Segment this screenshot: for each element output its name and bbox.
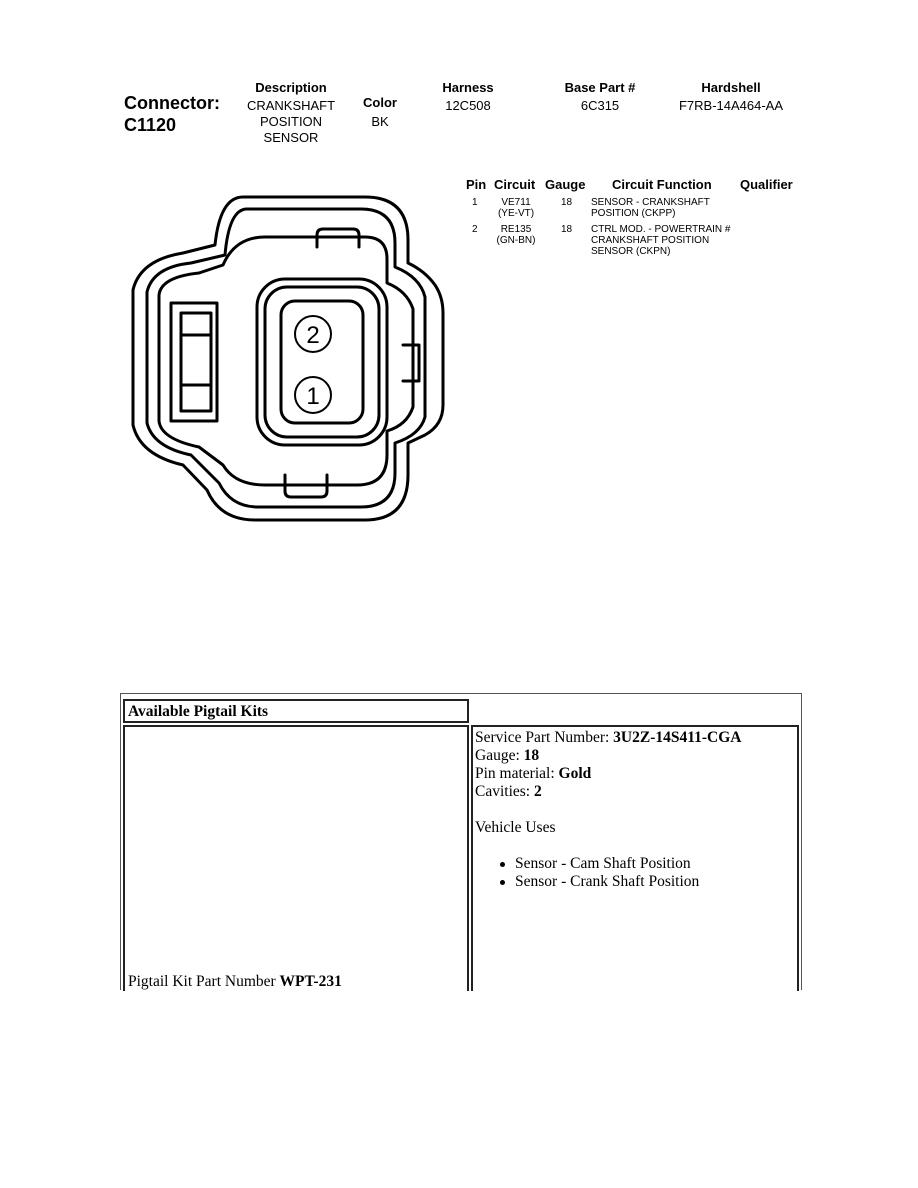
bullet-icon <box>500 862 505 867</box>
description-line: CRANKSHAFT <box>246 98 336 113</box>
description-line: SENSOR <box>263 130 319 145</box>
harness-value: 12C508 <box>445 98 491 113</box>
function-cell <box>591 197 710 219</box>
cavities-label: Cavities: <box>475 783 534 800</box>
pin-number: 2 <box>472 224 478 235</box>
color-value: BK <box>371 114 389 129</box>
function-line: CTRL MOD. - POWERTRAIN # <box>591 224 731 235</box>
description-line: POSITION <box>259 114 323 129</box>
function-line: POSITION (CKPP) <box>591 208 676 219</box>
pigtail-details <box>475 729 742 891</box>
bullet-icon <box>500 880 505 885</box>
gauge-value: 18 <box>523 747 540 764</box>
connector-face-diagram <box>125 185 460 530</box>
service-part-label: Service Part Number: <box>475 729 614 746</box>
pin-material-line <box>475 765 742 783</box>
cavities-value: 2 <box>533 783 542 800</box>
pin-1-label: 1 <box>306 383 320 410</box>
pin-header: Pin <box>466 177 487 192</box>
qualifier-header: Qualifier <box>740 177 793 192</box>
housing-inner <box>147 209 425 507</box>
function-cell <box>591 224 730 257</box>
base-part-header: Base Part # <box>564 80 636 95</box>
vehicle-uses-list <box>515 855 742 891</box>
pigtail-image-cell <box>123 725 469 991</box>
hardshell-value: F7RB-14A464-AA <box>678 98 784 113</box>
base-part-value: 6C315 <box>580 98 620 113</box>
circuit-id: VE711 <box>501 197 531 208</box>
function-line: SENSOR (CKPN) <box>591 246 671 257</box>
circuit-id: RE135 <box>500 224 532 235</box>
cavities-line <box>475 783 742 801</box>
description-value <box>236 98 346 146</box>
hardshell-header: Hardshell <box>701 80 761 95</box>
housing-inner-2 <box>159 237 413 485</box>
kit-part-value: WPT-231 <box>279 973 342 990</box>
pigtail-details-cell <box>471 725 799 991</box>
circuit-header: Circuit <box>494 177 536 192</box>
circuit-color: (YE-VT) <box>497 208 535 219</box>
pin-number: 1 <box>472 197 478 208</box>
pin-2-label: 2 <box>306 322 320 349</box>
circuit-color: (GN-BN) <box>496 235 536 246</box>
pigtail-title: Available Pigtail Kits <box>128 703 269 720</box>
harness-header: Harness <box>442 80 494 95</box>
service-part-line <box>475 729 742 747</box>
pigtail-kits-table <box>120 693 802 990</box>
service-part-value: 3U2Z-14S411-CGA <box>613 729 742 746</box>
use-text: Sensor - Cam Shaft Position <box>515 855 691 872</box>
pin-material-label: Pin material: <box>475 765 559 782</box>
vehicle-uses-label: Vehicle Uses <box>475 819 556 836</box>
gauge-line <box>475 747 742 765</box>
pin-cavity-outer <box>257 279 387 445</box>
left-slot-mid <box>181 313 211 411</box>
list-item <box>515 873 742 891</box>
gauge-cell: 18 <box>561 197 573 208</box>
gauge-cell: 18 <box>561 224 573 235</box>
pigtail-title-cell <box>123 699 469 723</box>
right-bump <box>403 345 419 381</box>
description-header: Description <box>255 80 327 95</box>
circuit-cell <box>490 197 542 219</box>
function-line: SENSOR - CRANKSHAFT <box>591 197 710 208</box>
function-header: Circuit Function <box>612 177 712 192</box>
gauge-label: Gauge: <box>475 747 524 764</box>
gauge-header: Gauge <box>545 177 586 192</box>
pin-material-value: Gold <box>558 765 592 782</box>
color-header: Color <box>363 95 397 110</box>
kit-part-label: Pigtail Kit Part Number <box>128 973 280 990</box>
circuit-cell <box>490 224 542 246</box>
use-text: Sensor - Crank Shaft Position <box>515 873 700 890</box>
function-line: CRANKSHAFT POSITION <box>591 235 710 246</box>
list-item <box>515 855 742 873</box>
connector-label: Connector: <box>124 93 220 113</box>
connector-id: C1120 <box>124 115 177 135</box>
kit-part-number <box>128 973 342 991</box>
